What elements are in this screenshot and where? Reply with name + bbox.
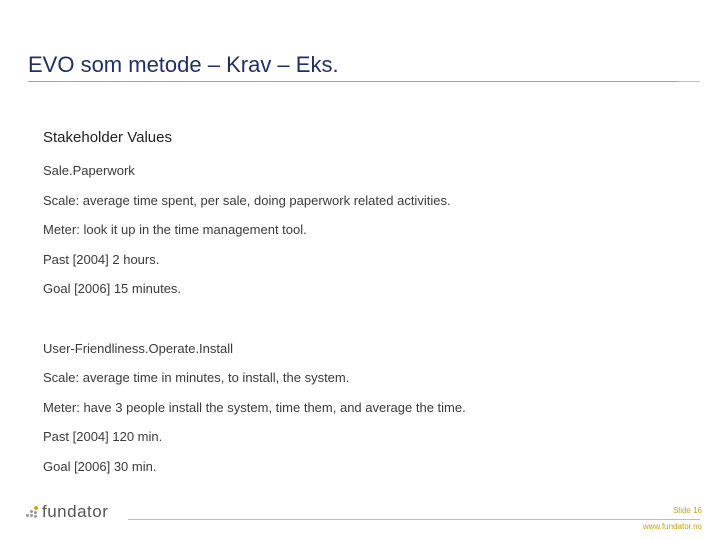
logo-dots-icon (26, 505, 40, 519)
section-spacer (43, 310, 693, 340)
requirement-meter: Meter: have 3 people install the system, time them, and average the time. (43, 399, 466, 415)
requirement-block-install (43, 340, 693, 488)
slide-title: EVO som metode – Krav – Eks. (28, 52, 339, 77)
fundator-logo (26, 501, 108, 523)
title-underline-tail (678, 81, 700, 82)
logo-wordmark: fundator (42, 502, 109, 521)
requirement-block-paperwork (43, 162, 693, 310)
requirement-name: User-Friendliness.Operate.Install (43, 340, 234, 356)
footer-rule (128, 519, 700, 520)
requirement-past: Past [2004] 2 hours. (43, 251, 160, 267)
title-underline (28, 81, 700, 82)
requirement-goal: Goal [2006] 30 min. (43, 458, 157, 474)
requirement-past: Past [2004] 120 min. (43, 429, 163, 444)
requirement-scale: Scale: average time spent, per sale, doing paperwork related activities. (43, 192, 451, 208)
requirement-name: Sale.Paperwork (43, 163, 135, 178)
slide-number: Slide 16 (673, 506, 702, 515)
website-link[interactable]: www.fundator.no (642, 522, 702, 531)
requirement-goal: Goal [2006] 15 minutes. (43, 281, 182, 296)
requirement-scale: Scale: average time in minutes, to install, the system. (43, 370, 350, 385)
requirement-meter: Meter: look it up in the time management tool. (43, 222, 307, 237)
section-heading: Stakeholder Values (43, 129, 172, 146)
slide-body (43, 128, 693, 487)
